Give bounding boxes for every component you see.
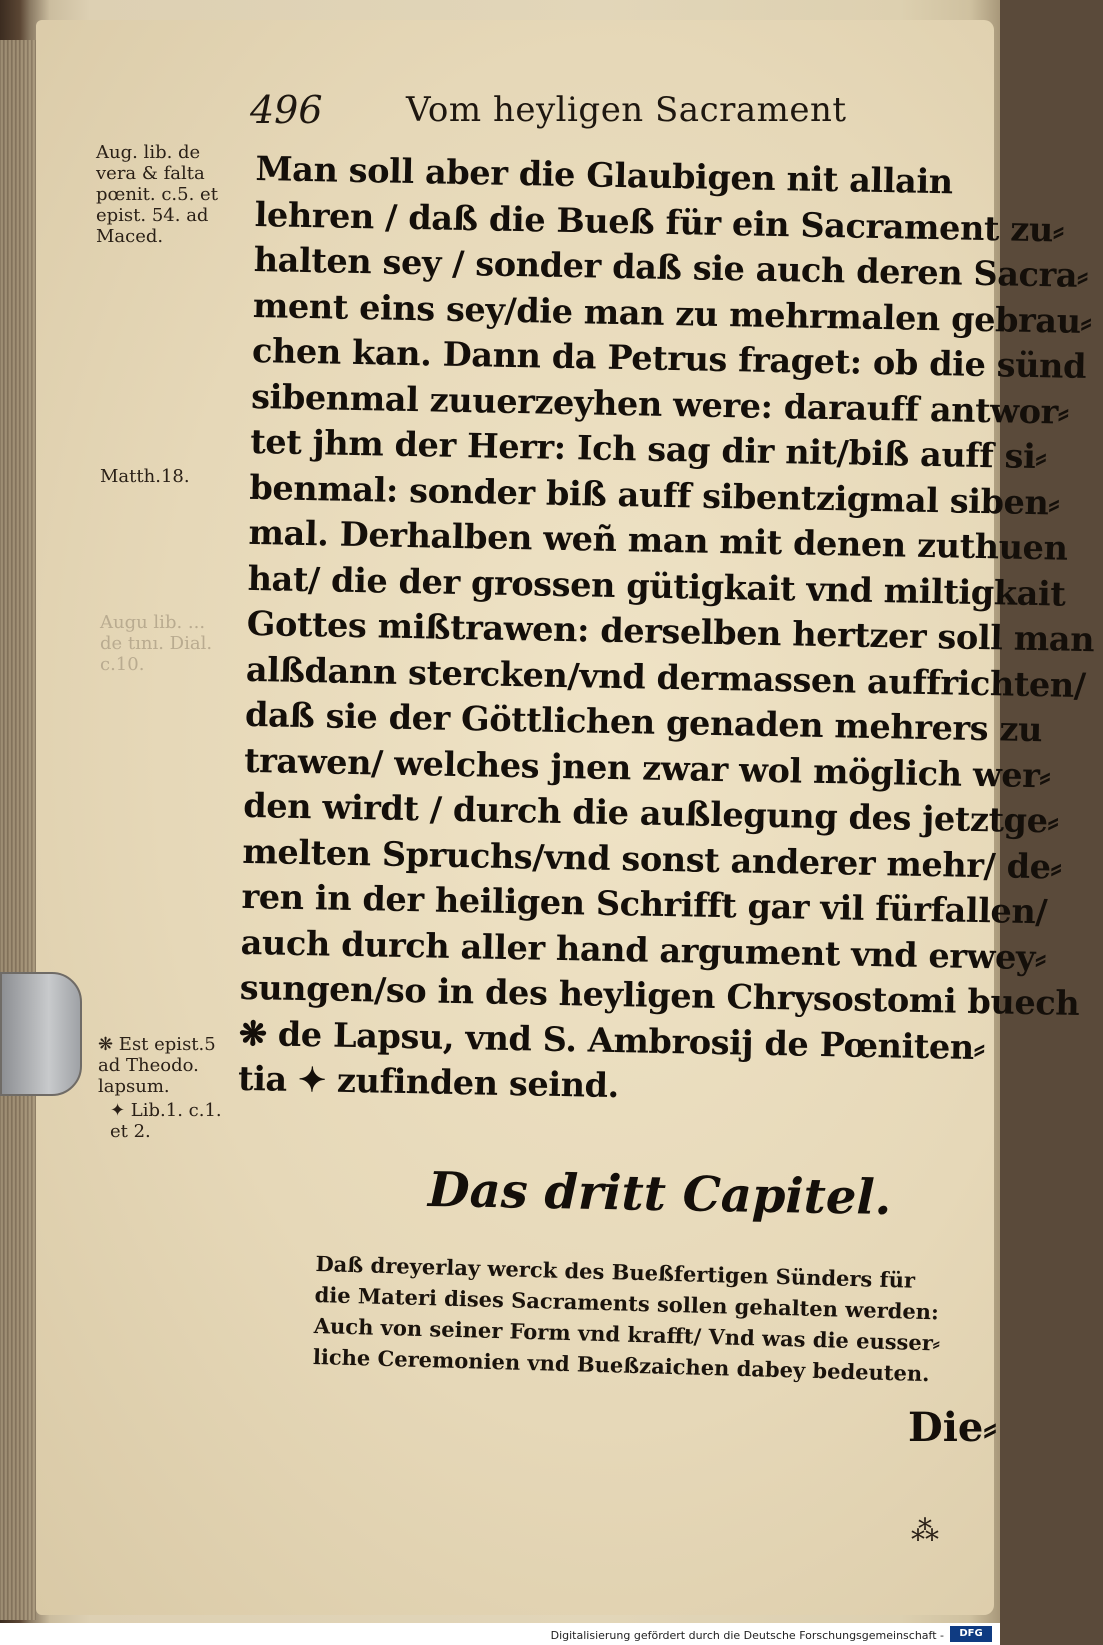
text-line: auch durch aller hand argument vnd erwey⸗ — [240, 922, 1047, 977]
margin-note-lib: ✦ Lib.1. c.1. et 2. — [110, 1100, 222, 1142]
text-line: benmal: sonder biß auff sibentzigmal siben⸗ — [249, 467, 1060, 522]
text-line: halten sey / sonder daß sie auch deren Sacra⸗ — [253, 239, 1089, 295]
text-line: hat/ die der grossen gütigkait vnd miltigkait — [247, 558, 1066, 614]
margin-note-epistle: ❋ Est epist.5 ad Theodo. lapsum. — [98, 1034, 216, 1097]
chapter-title: Das dritt Capitel. — [427, 1161, 892, 1227]
chapter-summary — [313, 1248, 956, 1390]
page-edges — [0, 40, 36, 1620]
text-line: ❋ de Lapsu, vnd S. Ambrosij de Pœniten⸗ — [238, 1013, 985, 1067]
margin-note-faded-show-through: Augu lib. ... de tını. Dial. c.10. — [100, 612, 213, 675]
page-number: 496 — [250, 88, 323, 132]
text-line: tet jhm der Herr: Ich sag dir nit/biß auff si⸗ — [249, 421, 1047, 477]
text-line: melten Spruchs/vnd sonst anderer mehr/ de⸗ — [242, 831, 1062, 887]
running-header — [36, 88, 994, 138]
running-title: Vom heyligen Sacrament — [406, 90, 847, 130]
text-line: tia ✦ zufinden seind. — [237, 1058, 620, 1106]
summary-line: Auch von seiner Form vnd krafft/ Vnd was die eusser⸗ — [313, 1312, 941, 1356]
text-line: Man soll aber die Glaubigen nit allain — [255, 148, 954, 202]
text-line: alßdann stercken/vnd dermassen auffrichten/ — [245, 649, 1087, 705]
text-line: ren in der heiligen Schrifft gar vil fürfallen/ — [241, 876, 1048, 932]
text-line: mal. Derhalben weñ man mit denen zuthuen — [248, 512, 1068, 568]
catchword: Die⸗ — [908, 1404, 997, 1451]
summary-line: die Materi dises Sacraments sollen gehalten werden: — [314, 1281, 940, 1325]
dfg-logo-icon: DFG — [950, 1626, 992, 1642]
book-clasp — [0, 972, 82, 1096]
text-line: den wirdt / durch die außlegung des jetztge⸗ — [242, 785, 1059, 841]
page — [36, 20, 1095, 1615]
text-line: sungen/so in des heyligen Chrysostomi buech — [239, 967, 1080, 1023]
text-line: chen kan. Dann da Petrus fraget: ob die sünd — [251, 330, 1087, 386]
text-line: lehren / daß die Bueß für ein Sacrament zu⸗ — [254, 194, 1065, 250]
signature-mark: ⁂ — [911, 1514, 939, 1547]
footer-credit: Digitalisierung gefördert durch die Deutsche Forschungsgemeinschaft - — [550, 1629, 944, 1642]
margin-note-matthew: Matth.18. — [100, 466, 190, 487]
main-text-block — [237, 146, 1095, 1115]
footer-bar — [0, 1623, 1000, 1645]
text-line: trawen/ welches jnen zwar wol möglich wer⸗ — [243, 740, 1051, 795]
text-line: ment eins sey/die man zu mehrmalen gebrau⸗ — [252, 285, 1092, 341]
text-line: sibenmal zuuerzeyhen were: darauff antwor⸗ — [250, 376, 1070, 432]
margin-note-augustine: Aug. lib. de vera & falta pœnit. c.5. et epist. 54. ad Maced. — [96, 142, 218, 247]
text-line: Gottes mißtrawen: derselben hertzer soll man — [246, 603, 1095, 660]
summary-line: liche Ceremonien vnd Bueßzaichen dabey bedeuten. — [312, 1343, 930, 1387]
text-line: daß sie der Göttlichen genaden mehrers zu — [244, 694, 1043, 750]
summary-line: Daß dreyerlay werck des Bueßfertigen Sünders für — [315, 1250, 916, 1293]
